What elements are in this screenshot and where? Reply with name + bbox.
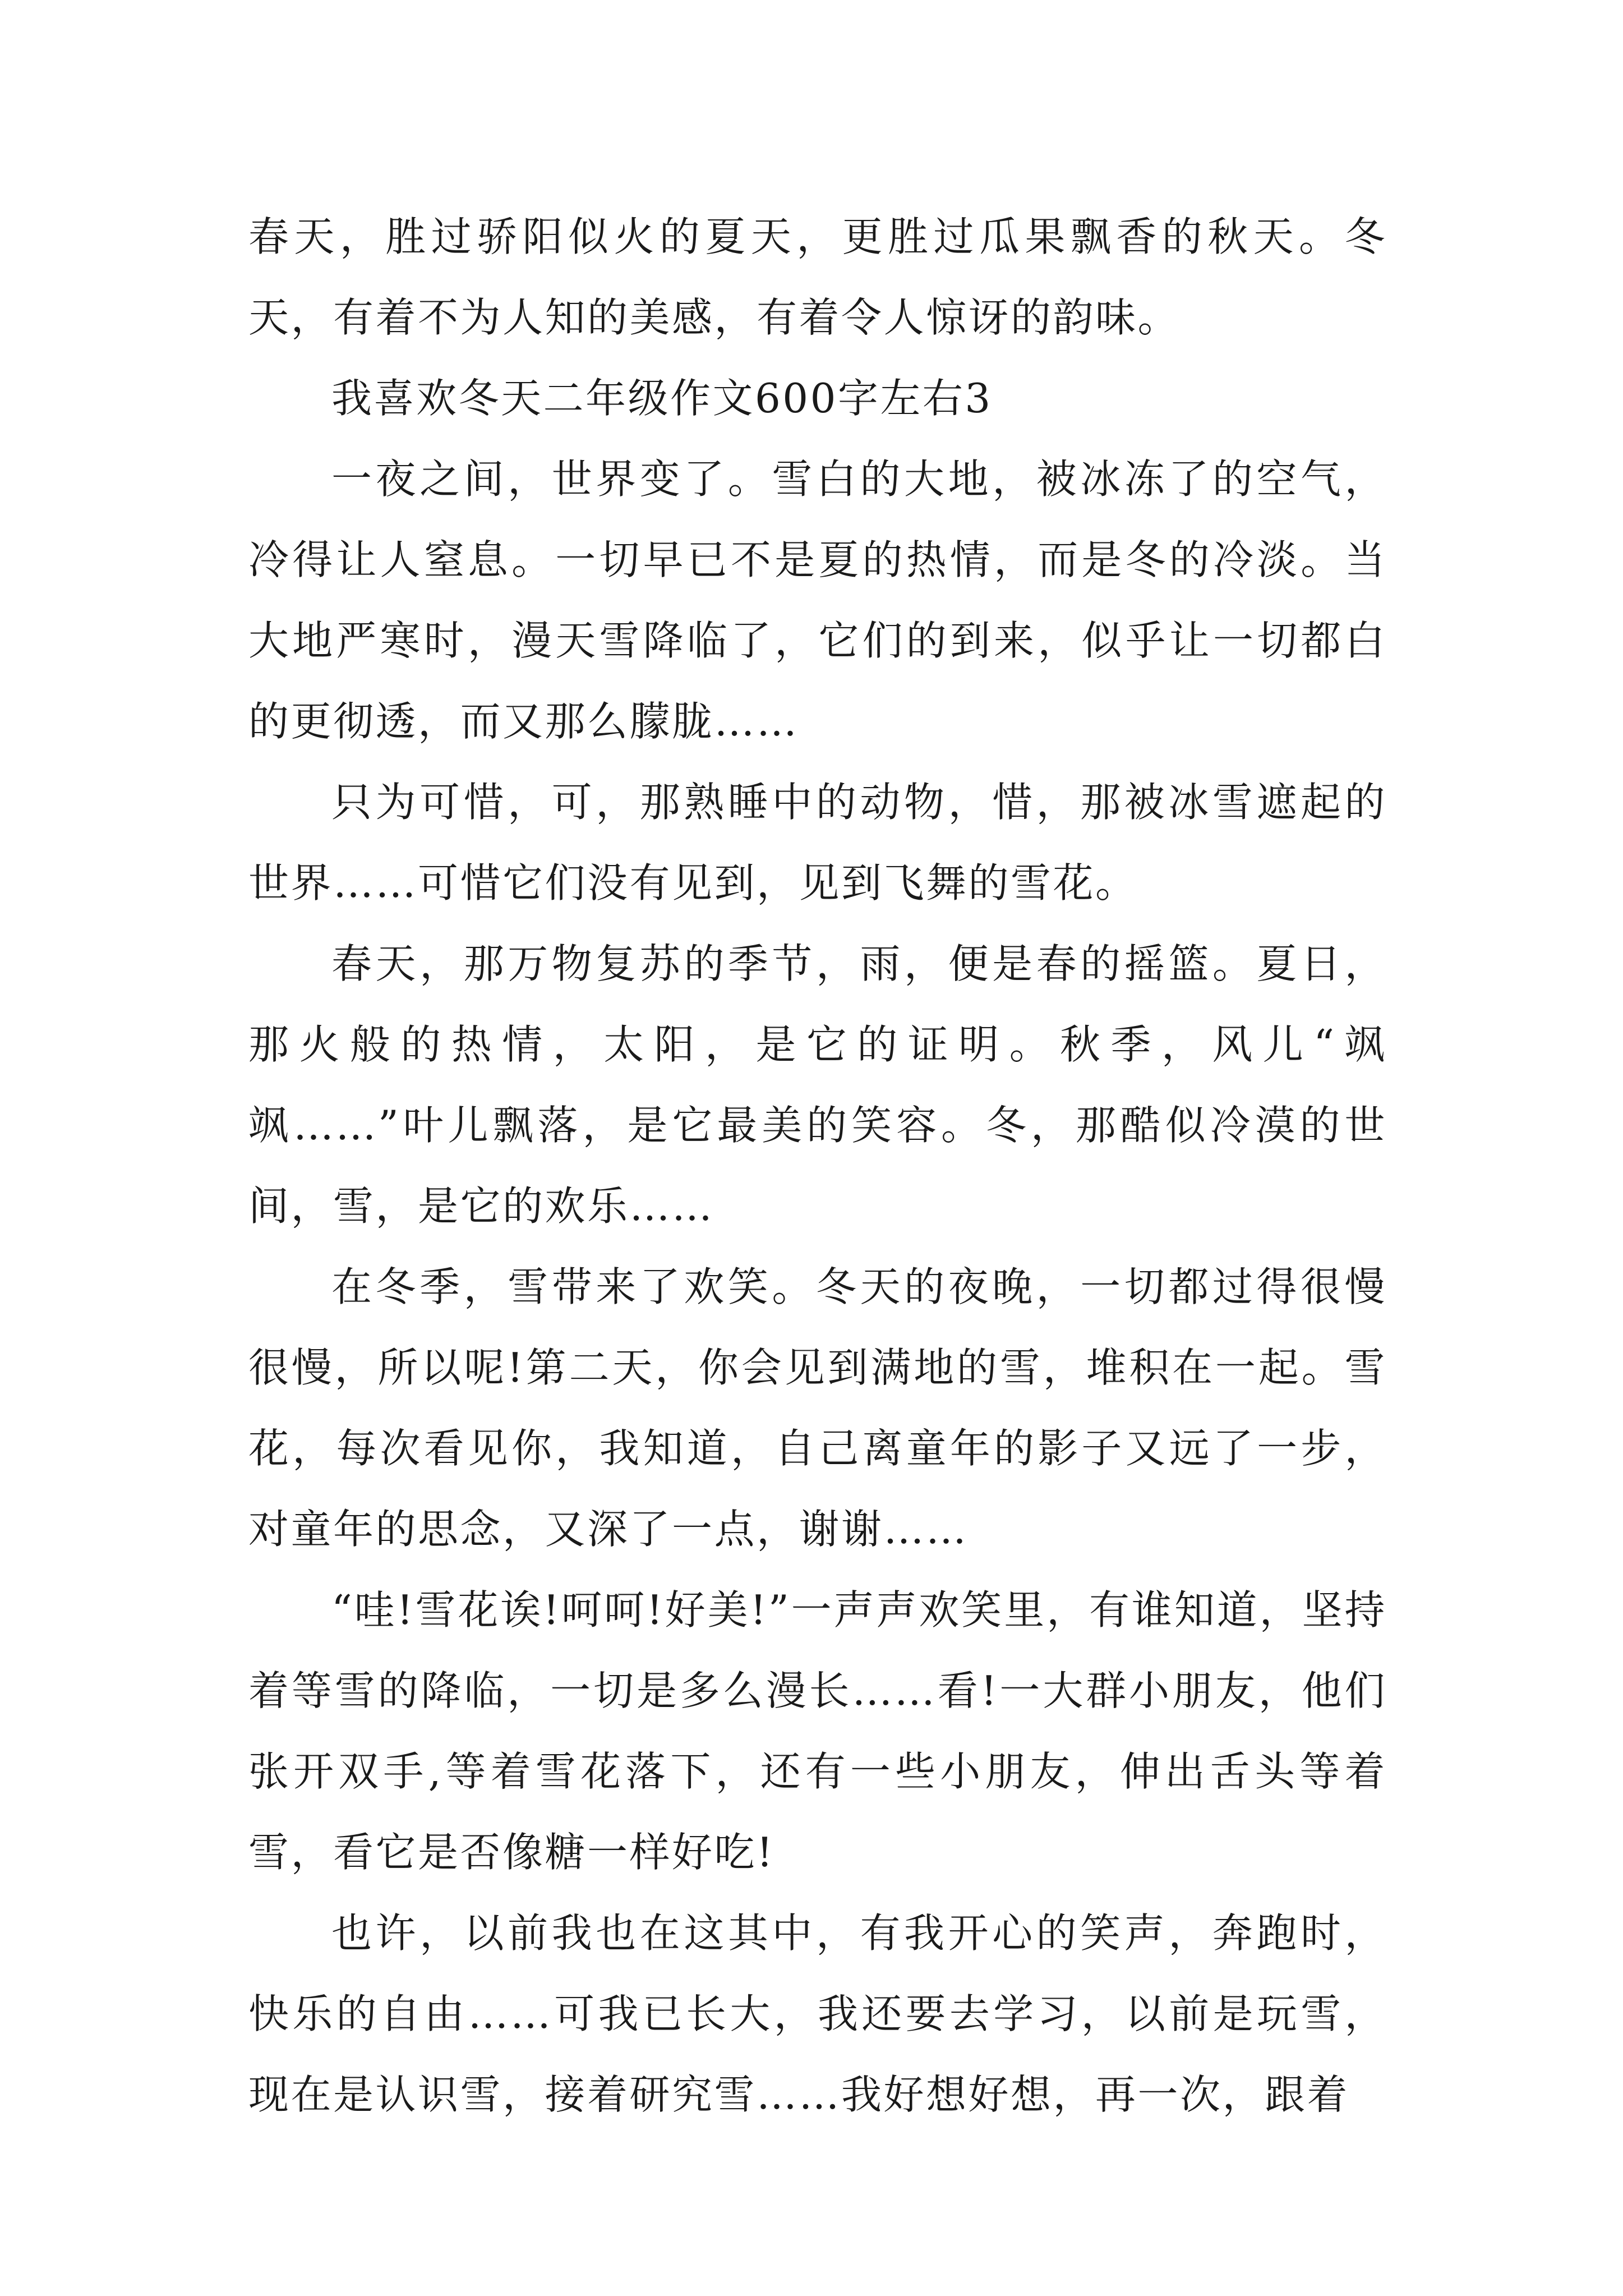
- paragraph: “哇!雪花诶!呵呵!好美!”一声声欢笑里，有谁知道，坚持着等雪的降临，一切是多么漫长……看!一大群小朋友，他们张开双手,等着雪花落下，还有一些小朋友，伸出舌头等着雪，看它是否像糖一样好吃!: [248, 1586, 1387, 1876]
- paragraph: 也许，以前我也在这其中，有我开心的笑声，奔跑时，快乐的自由……可我已长大，我还要去学习，以前是玩雪，现在是认识雪，接着研究雪……我好想好想，再一次，跟着: [248, 1910, 1387, 2118]
- paragraph: 春天，胜过骄阳似火的夏天，更胜过瓜果飘香的秋天。冬天，有着不为人知的美感，有着令人惊讶的韵味。: [248, 213, 1387, 341]
- paragraph: 在冬季，雪带来了欢笑。冬天的夜晚，一切都过得很慢很慢，所以呢!第二天，你会见到满地的雪，堆积在一起。雪花，每次看见你，我知道，自己离童年的影子又远了一步，对童年的思念，又深了一点，谢谢……: [248, 1263, 1387, 1553]
- paragraph: 春天，那万物复苏的季节，雨，便是春的摇篮。夏日，那火般的热情，太阳，是它的证明。秋季，风儿“飒飒……”叶儿飘落，是它最美的笑容。冬，那酷似冷漠的世间，雪，是它的欢乐……: [248, 940, 1387, 1230]
- paragraph: 只为可惜，可，那熟睡中的动物，惜，那被冰雪遮起的世界……可惜它们没有见到，见到飞舞的雪花。: [248, 779, 1387, 907]
- paragraph: 一夜之间，世界变了。雪白的大地，被冰冻了的空气，冷得让人窒息。一切早已不是夏的热情，而是冬的冷淡。当大地严寒时，漫天雪降临了，它们的到来，似乎让一切都白的更彻透，而又那么朦胧……: [248, 455, 1387, 745]
- document-body: [248, 196, 1387, 2135]
- section-heading: 我喜欢冬天二年级作文600字左右3: [331, 375, 993, 422]
